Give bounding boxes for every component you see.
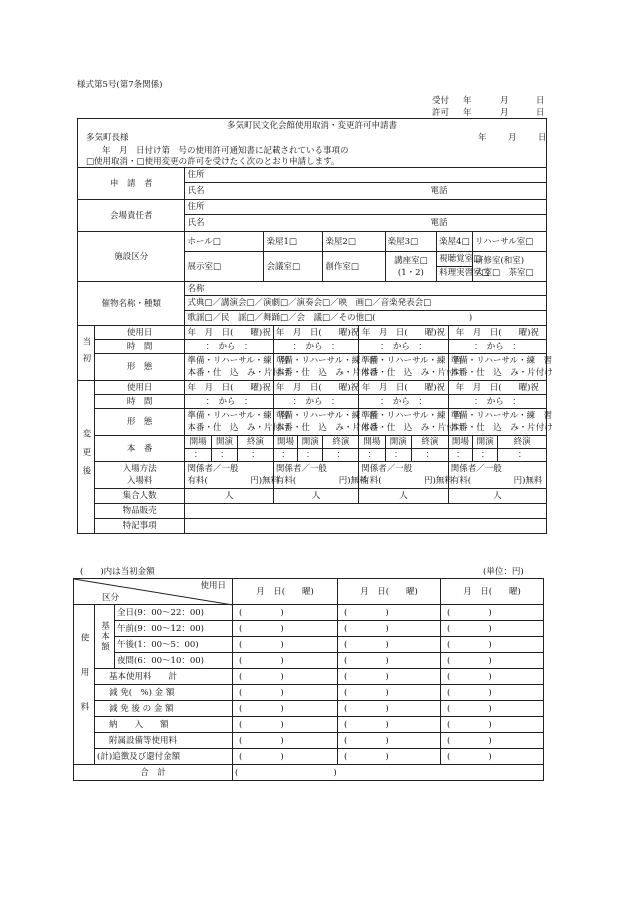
paren-close: ) (488, 655, 492, 666)
notes-label: 特記事項 (94, 519, 185, 534)
paren-open: ( (239, 719, 243, 730)
fee-date-2[interactable]: 月 日( 曜) (338, 579, 441, 605)
entry-label (94, 462, 185, 489)
entry-1[interactable] (185, 462, 280, 489)
end-4: 終演 (498, 436, 547, 449)
fee-row-8-value-1[interactable] (233, 717, 338, 733)
fee-row-8-value-2[interactable] (338, 717, 441, 733)
fee-row-7-value-1[interactable] (233, 701, 338, 717)
entry-4-line1[interactable]: 関係者／一般 (450, 464, 502, 474)
goods-field[interactable] (185, 504, 547, 519)
facility-exhibition[interactable]: 展示室□ (185, 252, 264, 282)
paren-close: ) (280, 687, 284, 698)
open-time-2[interactable]: ： (273, 449, 297, 462)
facility-label: 施設区分 (78, 232, 185, 282)
changed-time-4[interactable]: ： から ： (448, 395, 546, 409)
receipt-day: 日 (536, 96, 545, 106)
paren-close: ) (280, 671, 284, 682)
entry-2-line2[interactable]: 有料( 円)無料 (275, 476, 368, 486)
paren-open: ( (239, 751, 243, 762)
fee-row-label-8: 納 入 額 (95, 717, 233, 733)
paren-close: ) (385, 671, 389, 682)
entry-fee-label: 入場料 (126, 476, 153, 486)
open-time-1[interactable]: ： (185, 449, 211, 462)
changed-form-label: 形 態 (94, 409, 185, 436)
event-name-field[interactable] (185, 282, 547, 296)
facility-av-cooking[interactable] (437, 252, 490, 282)
paren-close: ) (280, 751, 284, 762)
permit-day: 日 (536, 108, 545, 118)
fee-row-9-value-1[interactable] (233, 733, 338, 749)
fee-refund-value-3[interactable] (441, 749, 544, 765)
initial-form-3-line1[interactable]: 準備・リハーサル・練 習 (361, 356, 463, 366)
fee-row-label-5: 基本使用料 計 (95, 669, 233, 685)
paren-open: ( (447, 623, 451, 634)
fee-row-5-value-3[interactable] (441, 669, 544, 685)
paren-open: ( (344, 719, 348, 730)
paren-open: ( (239, 703, 243, 714)
paren-close: ) (488, 687, 492, 698)
changed-form-3[interactable] (359, 409, 464, 436)
fee-row-9-value-2[interactable] (338, 733, 441, 749)
receipt-year: 年 (463, 96, 472, 106)
notes-field[interactable] (185, 519, 547, 534)
facility-large-tea[interactable]: 大室□ 茶室□ (474, 267, 534, 278)
end-time-1[interactable]: ： (238, 449, 274, 462)
fee-row-5-value-1[interactable] (233, 669, 338, 685)
fee-total-close: ) (333, 767, 337, 778)
event-label: 催物名称・種類 (78, 282, 185, 326)
open-4: 開場 (448, 436, 472, 449)
fee-row-4-value-3[interactable] (441, 653, 544, 669)
start-time-1[interactable]: ： (211, 449, 237, 462)
facility-creative[interactable]: 創作室□ (323, 252, 385, 282)
facility-cooking[interactable]: 料理実習室□ (439, 268, 490, 278)
initial-form-4-line2[interactable]: 本番・仕 込 み・片付け (450, 368, 553, 378)
fee-total-label: 合 計 (74, 765, 233, 781)
start-2: 開演 (298, 436, 323, 449)
fee-table (73, 578, 544, 781)
initial-form-1-line1[interactable]: 準備・リハーサル・練 習 (187, 356, 289, 366)
permit-month: 月 (500, 108, 509, 118)
paren-close: ) (488, 751, 492, 762)
event-types-1[interactable]: 式典□／講演会□／演劇□／演奏会□／映 画□／音楽発表会□ (185, 296, 547, 311)
changed-time-3[interactable]: ： から ： (359, 395, 449, 409)
changed-form-2[interactable] (273, 409, 378, 436)
end-time-2[interactable]: ： (323, 449, 359, 462)
fee-class-header: 区分 (102, 593, 120, 603)
apply-day: 日 (538, 133, 547, 143)
paren-close: ) (385, 751, 389, 762)
facility-lecture-sub: (1・2) (397, 267, 424, 278)
paren-open: ( (447, 655, 451, 666)
paren-open: ( (239, 607, 243, 618)
changed-form-1-line2[interactable]: 本番・仕 込 み・片付け (187, 423, 290, 433)
entry-1-line1[interactable]: 関係者／一般 (187, 464, 239, 474)
people-label: 集合人数 (94, 489, 185, 504)
paren-close: ) (385, 703, 389, 714)
changed-form-4-line1[interactable]: 準備・リハーサル・練 習 (450, 411, 553, 421)
fee-row-6-value-3[interactable] (441, 685, 544, 701)
application-table (77, 118, 553, 534)
changed-label: 変更後 (78, 381, 95, 534)
honban-label: 本 番 (94, 436, 185, 462)
fee-row-2-value-1[interactable] (233, 621, 338, 637)
changed-time-2[interactable]: ： から ： (273, 395, 358, 409)
fee-row-1-value-1[interactable] (233, 605, 338, 621)
facility-av[interactable]: 視聴覚室□ (437, 253, 472, 267)
fee-row-1-value-2[interactable] (338, 605, 441, 621)
paren-close: ) (488, 639, 492, 650)
people-2[interactable]: 人 (273, 489, 358, 504)
apply-year: 年 (478, 133, 487, 143)
fee-row-7-value-2[interactable] (338, 701, 441, 717)
initial-form-2[interactable] (273, 354, 378, 381)
fee-row-9-value-3[interactable] (441, 733, 544, 749)
paren-open: ( (239, 623, 243, 634)
fee-basic-label: 基本額 (95, 605, 115, 669)
paren-open: ( (344, 751, 348, 762)
initial-date-2[interactable]: 年 月 日( 曜)祝 (273, 326, 358, 340)
event-name-label: 名称 (187, 283, 205, 294)
initial-form-3-line2[interactable]: 本番・仕 込 み・片付け (361, 368, 464, 378)
changed-form-2-line2[interactable]: 本番・仕 込 み・片付け (275, 423, 378, 433)
paren-open: ( (344, 671, 348, 682)
fee-row-label-4: 夜間(6：00〜10：00) (115, 653, 233, 669)
paren-open: ( (447, 703, 451, 714)
paren-close: ) (280, 639, 284, 650)
changed-time-label: 時 間 (94, 395, 185, 409)
paren-open: ( (447, 639, 451, 650)
paren-open: ( (344, 687, 348, 698)
fee-row-4-value-1[interactable] (233, 653, 338, 669)
paren-open: ( (344, 703, 348, 714)
fee-date-1[interactable]: 月 日( 曜) (233, 579, 338, 605)
permit-label: 許可 (432, 108, 450, 118)
fee-row-3-value-2[interactable] (338, 637, 441, 653)
open-3: 開場 (359, 436, 385, 449)
initial-time-1[interactable]: ： から ： (185, 340, 273, 354)
paren-close: ) (280, 623, 284, 634)
changed-form-2-line1[interactable]: 準備・リハーサル・練 習 (275, 411, 378, 421)
paren-open: ( (239, 671, 243, 682)
changed-form-3-line1[interactable]: 準備・リハーサル・練 習 (361, 411, 463, 421)
initial-date-4[interactable]: 年 月 日( 曜)祝 (448, 326, 546, 340)
paren-close: ) (488, 735, 492, 746)
paren-close: ) (280, 607, 284, 618)
entry-4[interactable] (448, 462, 546, 489)
entry-2-line1[interactable]: 関係者／一般 (275, 464, 327, 474)
initial-label: 当初 (78, 326, 95, 381)
paren-close: ) (488, 703, 492, 714)
initial-form-3[interactable] (359, 354, 464, 381)
fee-row-2-value-3[interactable] (441, 621, 544, 637)
paren-open: ( (344, 735, 348, 746)
changed-form-4[interactable] (448, 409, 553, 436)
changed-date-3[interactable]: 年 月 日( 曜)祝 (359, 381, 449, 395)
form-number: 様式第5号(第7条関係) (77, 80, 163, 90)
fee-row-3-value-3[interactable] (441, 637, 544, 653)
permit-year: 年 (463, 108, 472, 118)
paren-close: ) (385, 623, 389, 634)
paren-open: ( (447, 751, 451, 762)
paren-close: ) (385, 639, 389, 650)
fee-unit: (単位：円) (483, 567, 524, 577)
paren-close: ) (385, 607, 389, 618)
fee-row-label-9: 附属設備等使用料 (95, 733, 233, 749)
event-types-2[interactable]: 歌謡□／民 謡□／舞踊□／会 議□／その他□( ) (185, 311, 547, 326)
entry-method-label: 入場方法 (122, 464, 157, 474)
facility-lecture[interactable] (385, 252, 437, 282)
changed-date-4[interactable]: 年 月 日( 曜)祝 (448, 381, 546, 395)
fee-header-cell (74, 579, 233, 605)
applicant-phone-label: 電話 (430, 186, 448, 196)
manager-name-label: 氏名 (187, 218, 205, 228)
paren-close: ) (488, 671, 492, 682)
fee-date-3[interactable]: 月 日( 曜) (441, 579, 544, 605)
people-1[interactable]: 人 (185, 489, 273, 504)
paren-open: ( (447, 735, 451, 746)
paren-open: ( (239, 639, 243, 650)
paren-open: ( (447, 687, 451, 698)
changed-form-1-line1[interactable]: 準備・リハーサル・練 習 (187, 411, 289, 421)
fee-refund-value-1[interactable] (233, 749, 338, 765)
page-title: 多気町民文化会館使用取消・変更許可申請書 (226, 121, 397, 131)
title-block (78, 119, 547, 168)
applicant-address-field[interactable] (185, 168, 547, 183)
start-time-2[interactable]: ： (298, 449, 323, 462)
fee-side-label: 使用料 (74, 605, 95, 765)
facility-dressing-2[interactable]: 楽屋2□ (323, 232, 385, 252)
start-time-4[interactable]: ： (472, 449, 497, 462)
initial-date-1[interactable]: 年 月 日( 曜)祝 (185, 326, 273, 340)
entry-3-line2[interactable]: 有料( 円)無料 (361, 476, 453, 486)
people-3[interactable]: 人 (359, 489, 449, 504)
fee-caption: ( )内は当初金額 (80, 567, 155, 577)
manager-address-label: 住所 (187, 202, 205, 212)
applicant-label: 申 請 者 (78, 168, 185, 200)
paren-open: ( (447, 719, 451, 730)
fee-row-label-2: 午前(9：00〜12：00) (115, 621, 233, 637)
paren-close: ) (488, 719, 492, 730)
end-1: 終演 (238, 436, 274, 449)
applicant-address-label: 住所 (187, 170, 205, 180)
facility-dressing-1[interactable]: 楽屋1□ (264, 232, 323, 252)
intro-line-1: 年 月 日付け第 号の使用許可通知書に記載されている事項の (102, 146, 349, 156)
paren-close: ) (488, 623, 492, 634)
fee-total-open: ( (235, 767, 239, 778)
paren-close: ) (488, 607, 492, 618)
facility-rehearsal[interactable]: リハーサル室□ (472, 232, 546, 252)
changed-date-1[interactable]: 年 月 日( 曜)祝 (185, 381, 273, 395)
initial-form-1[interactable] (185, 354, 290, 381)
end-time-3[interactable]: ： (411, 449, 448, 462)
changed-date-2[interactable]: 年 月 日( 曜)祝 (273, 381, 358, 395)
paren-close: ) (385, 655, 389, 666)
start-1: 開演 (211, 436, 237, 449)
changed-time-1[interactable]: ： から ： (185, 395, 273, 409)
entry-4-line2[interactable]: 有料( 円)無料 (450, 476, 543, 486)
open-time-4[interactable]: ： (448, 449, 472, 462)
initial-form-4[interactable] (448, 354, 553, 381)
changed-date-label: 使用日 (94, 381, 185, 395)
receipt-month: 月 (500, 96, 509, 106)
start-3: 開演 (385, 436, 411, 449)
fee-date-header: 使用日 (200, 581, 227, 591)
fee-row-6-value-2[interactable] (338, 685, 441, 701)
paren-open: ( (344, 623, 348, 634)
addressee: 多気町長様 (86, 133, 129, 143)
fee-row-label-7: 減 免 後 の 金 額 (95, 701, 233, 717)
entry-1-line2[interactable]: 有料( 円)無料 (187, 476, 280, 486)
manager-phone-label: 電話 (430, 218, 448, 228)
changed-form-3-line2[interactable]: 本番・仕 込 み・片付け (361, 423, 464, 433)
facility-hall[interactable]: ホール□ (185, 232, 264, 252)
fee-refund-label: (計)追徴及び還付金額 (95, 749, 233, 765)
goods-label: 物品販売 (94, 504, 185, 519)
fee-row-5-value-2[interactable] (338, 669, 441, 685)
facility-lecture-label: 講座室□ (394, 255, 428, 266)
open-2: 開場 (273, 436, 297, 449)
changed-form-4-line2[interactable]: 本番・仕 込 み・片付け (450, 423, 553, 433)
initial-form-2-line2[interactable]: 本番・仕 込 み・片付け (275, 368, 378, 378)
paren-close: ) (280, 735, 284, 746)
initial-form-2-line1[interactable]: 準備・リハーサル・練 習 (275, 356, 378, 366)
fee-row-3-value-1[interactable] (233, 637, 338, 653)
paren-close: ) (280, 703, 284, 714)
start-time-3[interactable]: ： (385, 449, 411, 462)
fee-row-4-value-2[interactable] (338, 653, 441, 669)
fee-row-1-value-3[interactable] (441, 605, 544, 621)
paren-open: ( (344, 639, 348, 650)
fee-total-value[interactable] (233, 765, 544, 781)
facility-meeting[interactable]: 会議室□ (264, 252, 323, 282)
paren-close: ) (385, 735, 389, 746)
fee-row-label-1: 全日(9：00〜22：00) (115, 605, 233, 621)
entry-3[interactable] (359, 462, 453, 489)
changed-form-1[interactable] (185, 409, 290, 436)
initial-form-label: 形 態 (94, 354, 185, 381)
end-2: 終演 (323, 436, 359, 449)
initial-date-label: 使用日 (94, 326, 185, 340)
manager-label: 会場責任者 (78, 200, 185, 232)
entry-3-line1[interactable]: 関係者／一般 (361, 464, 413, 474)
paren-open: ( (239, 687, 243, 698)
paren-close: ) (385, 687, 389, 698)
initial-date-3[interactable]: 年 月 日( 曜)祝 (359, 326, 449, 340)
initial-time-2[interactable]: ： から ： (273, 340, 358, 354)
open-1: 開場 (185, 436, 211, 449)
applicant-name-label: 氏名 (187, 186, 205, 196)
facility-training[interactable] (472, 252, 546, 282)
paren-open: ( (447, 671, 451, 682)
initial-time-4[interactable]: ： から ： (448, 340, 546, 354)
receipt-label: 受付 (432, 96, 450, 106)
initial-time-label: 時 間 (94, 340, 185, 354)
paren-open: ( (239, 735, 243, 746)
end-time-4[interactable]: ： (498, 449, 547, 462)
apply-month: 月 (508, 133, 517, 143)
fee-row-6-value-1[interactable] (233, 685, 338, 701)
facility-training-label: 研修室(和室) (474, 255, 525, 266)
fee-row-2-value-2[interactable] (338, 621, 441, 637)
paren-open: ( (239, 655, 243, 666)
facility-dressing-3[interactable]: 楽屋3□ (385, 232, 437, 252)
manager-name-field[interactable] (185, 215, 547, 232)
paren-open: ( (344, 655, 348, 666)
people-4[interactable]: 人 (448, 489, 546, 504)
start-4: 開演 (472, 436, 497, 449)
fee-row-8-value-3[interactable] (441, 717, 544, 733)
fee-refund-value-2[interactable] (338, 749, 441, 765)
fee-row-label-6: 減 免( %) 金 額 (95, 685, 233, 701)
initial-form-4-line1[interactable]: 準備・リハーサル・練 習 (450, 356, 553, 366)
paren-open: ( (344, 607, 348, 618)
facility-dressing-4[interactable]: 楽屋4□ (437, 232, 473, 252)
paren-open: ( (447, 607, 451, 618)
fee-row-label-3: 午後(1：00〜5：00) (115, 637, 233, 653)
open-time-3[interactable]: ： (359, 449, 385, 462)
fee-row-7-value-3[interactable] (441, 701, 544, 717)
manager-address-field[interactable] (185, 200, 547, 215)
paren-close: ) (385, 719, 389, 730)
applicant-name-field[interactable] (185, 183, 547, 200)
entry-2[interactable] (273, 462, 368, 489)
initial-form-1-line2[interactable]: 本番・仕 込 み・片付け (187, 368, 290, 378)
intro-line-2: □使用取消・□使用変更の許可を受けたく次のとおり申請します。 (86, 157, 340, 167)
paren-close: ) (280, 655, 284, 666)
paren-close: ) (280, 719, 284, 730)
end-3: 終演 (411, 436, 448, 449)
initial-time-3[interactable]: ： から ： (359, 340, 449, 354)
